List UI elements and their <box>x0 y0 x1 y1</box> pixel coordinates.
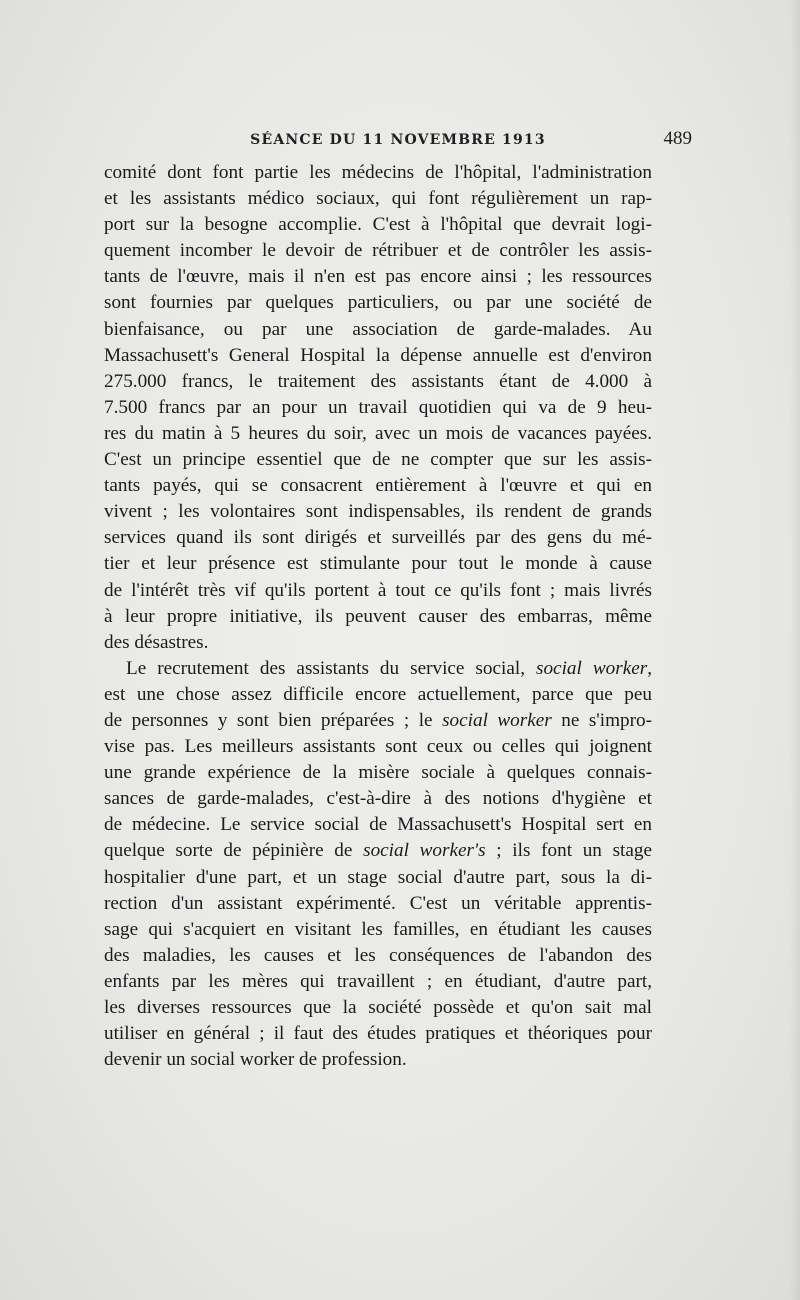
text-segment: C'est un principe essentiel que de ne compter que sur les assis- <box>104 449 652 471</box>
text-segment: Massachusett's General Hospital la dépense annuelle est d'environ <box>104 344 652 366</box>
text-segment: quement incomber le devoir de rétribuer et de contrôler les assis- <box>104 240 652 262</box>
text-line <box>104 499 652 525</box>
text-segment: bienfaisance, ou par une association de garde-malades. Au <box>104 318 652 340</box>
text-line <box>104 1047 652 1073</box>
text-line <box>104 760 652 786</box>
text-segment: est une chose assez difficile encore actuellement, parce que peu <box>104 683 652 705</box>
text-line <box>104 395 652 421</box>
text-segment: une grande expérience de la misère sociale à quelques connais- <box>104 762 652 784</box>
text-segment: res du matin à 5 heures du soir, avec un mois de vacances payées. <box>104 422 652 444</box>
text-line <box>104 212 652 238</box>
page-edge-shadow <box>790 0 800 1300</box>
text-segment: enfants par les mères qui travaillent ; en étudiant, d'autre part, <box>104 970 652 992</box>
italic-term: social worker's <box>363 840 486 862</box>
text-segment: tants de l'œuvre, mais il n'en est pas encore ainsi ; les ressources <box>104 266 652 288</box>
text-segment: sances de garde-malades, c'est-à-dire à des notions d'hygiène et <box>104 788 652 810</box>
text-line <box>104 238 652 264</box>
running-title: SÉANCE DU 11 NOVEMBRE 1913 <box>250 132 546 148</box>
text-segment: vivent ; les volontaires sont indispensables, ils rendent de grands <box>104 501 652 523</box>
text-line <box>104 290 652 316</box>
text-segment: à leur propre initiative, ils peuvent causer des embarras, même <box>104 605 652 627</box>
text-segment: sage qui s'acquiert en visitant les familles, en étudiant les causes <box>104 918 652 940</box>
text-segment: de l'intérêt très vif qu'ils portent à tout ce qu'ils font ; mais livrés <box>104 579 652 601</box>
text-segment: ; ils font un stage <box>485 840 653 862</box>
text-segment: hospitalier d'une part, et un stage social d'autre part, sous la di- <box>104 866 652 888</box>
paragraph <box>104 656 652 1074</box>
text-line <box>104 473 652 499</box>
page-number: 489 <box>663 128 692 149</box>
text-segment: et les assistants médico sociaux, qui font régulièrement un rap- <box>104 188 652 210</box>
text-line <box>104 995 652 1021</box>
text-line <box>104 264 652 290</box>
text-segment: port sur la besogne accomplie. C'est à l'hôpital que devrait logi- <box>104 214 652 236</box>
text-line <box>104 838 652 864</box>
text-line <box>104 682 652 708</box>
text-segment: de médecine. Le service social de Massachusett's Hospital sert en <box>104 814 652 836</box>
text-segment: comité dont font partie les médecins de l'hôpital, l'administration <box>104 162 652 183</box>
text-segment: quelque sorte de pépinière de <box>104 840 364 862</box>
text-line <box>104 943 652 969</box>
text-segment: 275.000 francs, le traitement des assistants étant de 4.000 à <box>104 370 652 392</box>
text-line <box>104 604 652 630</box>
text-line <box>104 421 652 447</box>
text-line <box>104 1021 652 1047</box>
text-line <box>104 969 652 995</box>
text-line <box>104 891 652 917</box>
text-segment: services quand ils sont dirigés et surveillés par des gens du mé- <box>104 527 652 549</box>
text-segment: sont fournies par quelques particuliers, ou par une société de <box>104 292 652 314</box>
text-segment: , <box>647 657 652 679</box>
text-segment: des maladies, les causes et les conséquences de l'abandon des <box>104 944 652 966</box>
text-line <box>104 525 652 551</box>
running-header <box>104 128 692 152</box>
text-segment: 7.500 francs par an pour un travail quotidien qui va de 9 heu- <box>104 396 652 418</box>
paragraph <box>104 160 652 656</box>
text-line <box>104 917 652 943</box>
text-line <box>104 656 652 682</box>
text-line <box>104 708 652 734</box>
text-line <box>104 551 652 577</box>
text-line <box>104 786 652 812</box>
text-segment: de personnes y sont bien préparées ; le <box>104 709 443 731</box>
text-line <box>104 734 652 760</box>
text-segment: des désastres. <box>104 631 209 653</box>
text-line <box>104 578 652 604</box>
body-text <box>104 160 652 1073</box>
text-line <box>104 812 652 838</box>
text-segment: tants payés, qui se consacrent entièrement à l'œuvre et qui en <box>104 475 652 497</box>
text-line <box>104 317 652 343</box>
text-segment: les diverses ressources que la société possède et qu'on sait mal <box>104 997 652 1018</box>
text-line <box>104 160 652 186</box>
text-segment: utiliser en général ; il faut des études pratiques et théoriques pour <box>104 1023 652 1045</box>
text-line <box>104 865 652 891</box>
text-line <box>104 447 652 473</box>
text-line <box>104 369 652 395</box>
text-segment: vise pas. Les meilleurs assistants sont ceux ou celles qui joignent <box>104 736 652 758</box>
text-segment: tier et leur présence est stimulante pour tout le monde à cause <box>104 553 652 575</box>
text-line <box>104 630 652 656</box>
italic-term: social worker <box>442 709 552 731</box>
text-segment: devenir un social worker de profession. <box>104 1049 407 1071</box>
text-segment: rection d'un assistant expérimenté. C'est un véritable apprentis- <box>104 892 652 914</box>
text-segment: ne s'impro- <box>551 709 652 731</box>
text-line <box>104 343 652 369</box>
text-line <box>104 186 652 212</box>
text-segment: Le recrutement des assistants du service social, <box>126 657 536 679</box>
italic-term: social worker <box>536 657 648 679</box>
